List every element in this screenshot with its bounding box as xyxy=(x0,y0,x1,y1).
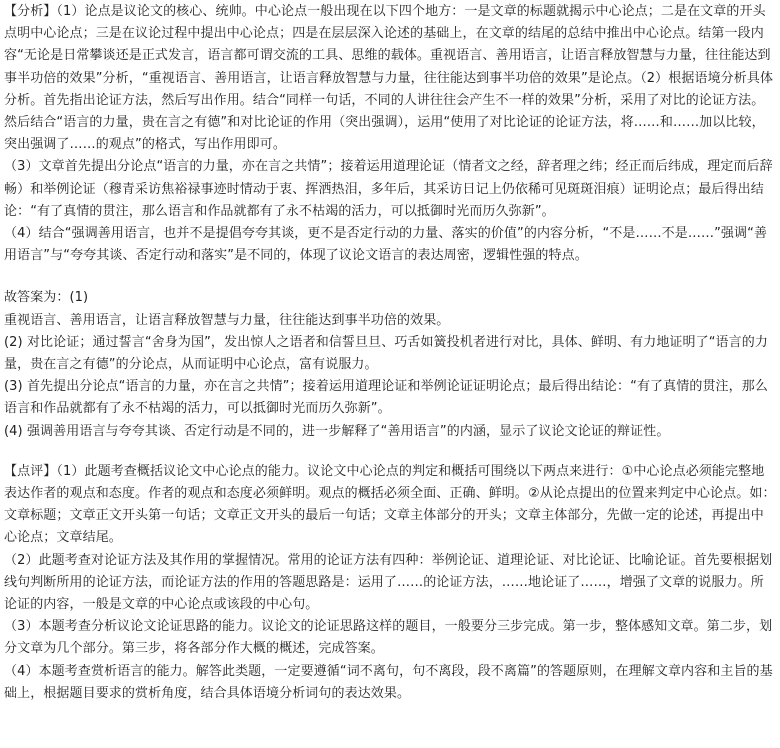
analysis-paragraph-3: （3）文章首先提出分论点“语言的力量，亦在言之共情”；接着运用道理论证（情者文之经，辞者理之纬；经正而后纬成，理定而后辞畅）和举例论证（穆青采访焦裕禄事迹时情动于衷、挥洒热泪，多年后，其采访日记上仍依稀可见斑斑泪痕）证明论点；最后得出结论：“有了真情的贯注，那么语言和作品就都有了永不枯竭的活力，可以抵御时光而历久弥新”。 xyxy=(4,159,773,219)
comment-paragraph-4: （4）本题考查赏析语言的能力。解答此类题，一定要遵循“词不离句，句不离段，段不离篇”的答题原则，在理解文章内容和主旨的基础上，根据题目要求的赏析角度，结合具体语境分析词句的表达效果。 xyxy=(4,663,773,701)
answer-section xyxy=(4,287,776,442)
analysis-paragraph-4: （4）结合“强调善用语言，也并不是提倡夸夸其谈，更不是否定行动的力量、落实的价值”的内容分析，“不是……不是……”强调“善用语言”与“夸夸其谈、否定行动和落实”是不同的，体现了议论文语言的表达周密，逻辑性强的特点。 xyxy=(4,226,768,264)
comment-paragraph-2: （2）此题考查对论证方法及其作用的掌握情况。常用的论证方法有四种：举例论证、道理论证、对比论证、比喻论证。首先要根据划线句判断所用的论证方法，而论证方法的作用的答题思路是：运用了……的论证方法，……地论证了……，增强了文章的说服力。所论证的内容，一般是文章的中心论点或该段的中心句。 xyxy=(4,552,773,613)
comment-paragraph-3: （3）本题考查分析议论文论证思路的能力。议论文的论证思路这样的题目，一般要分三步完成。第一步，整体感知文章。第二步，划分文章为几个部分。第三步，将各部分作大概的概述，完成答案。 xyxy=(4,619,773,657)
comment-paragraph-1: 【点评】（1）此题考查概括议论文中心论点的能力。议论文中心论点的判定和概括可围绕以下两点来进行：①中心论点必须能完整地表达作者的观点和态度。作者的观点和态度必须鲜明。观点的概括必须全面、正确、鲜明。②从论点提出的位置来判定中心论点。如：文章标题；文章正文开头第一句话；文章正文开头的最后一句话；文章主体部分的开头；文章主体部分，先做一定的论述，再提出中心论点；文章结尾。 xyxy=(4,463,776,546)
answer-item-3: (3) 首先提出分论点“语言的力量，亦在言之共情”；接着运用道理论证和举例论证证明论点；最后得出结论：“有了真情的贯注，那么语言和作品就都有了永不枯竭的活力，可以抵御时光而历久弥新”。 xyxy=(4,379,768,417)
spacer xyxy=(4,267,776,287)
analysis-section xyxy=(4,1,776,267)
comment-section xyxy=(4,461,776,705)
answer-item-4: (4) 强调善用语言与夸夸其谈、否定行动是不同的，进一步解释了“善用语言”的内涵，显示了议论文论证的辩证性。 xyxy=(4,423,670,439)
answer-item-2: (2) 对比论证；通过誓言“舍身为国”，发出惊人之语者和信誓旦旦、巧舌如簧投机者进行对比，具体、鲜明、有力地证明了“语言的力量，贵在言之有德”的分论点，从而证明中心论点，富有说服力。 xyxy=(4,334,768,373)
answer-item-1: 重视语言、善用语言，让语言释放智慧与力量，往往能达到事半功倍的效果。 xyxy=(4,312,450,328)
analysis-paragraph-1: 【分析】（1）论点是议论文的核心、统帅。中心论点一般出现在以下四个地方：一是文章的标题就揭示中心论点；二是在文章的开头点明中心论点；三是在议论过程中提出中心论点；四是在层层深入论述的基础上，在文章的结尾的总结中推出中心论点。结第一段内容“无论是日常攀谈还是正式发言，语言都可谓交流的工具、思维的载体。重视语言、善用语言，让语言释放智慧与力量，往往能达到事半功倍的效果”分析，“重视语言、善用语言，让语言释放智慧与力量，往往能达到事半功倍的效果”是论点。（2）根据语境分析具体分析。首先指出论证方法，然后写出作用。结合“同样一句话，不同的人讲往往会产生不一样的效果”分析，采用了对比的论证方法。然后结合“语言的力量，贵在言之有德”和对比论证的作用（突出强调），运用“使用了对比论证的论证方法，将……和……加以比较，突出强调了……的观点”的格式，写出作用即可。 xyxy=(4,4,774,153)
spacer xyxy=(4,443,776,461)
answer-title: 故答案为：(1) xyxy=(4,290,89,306)
